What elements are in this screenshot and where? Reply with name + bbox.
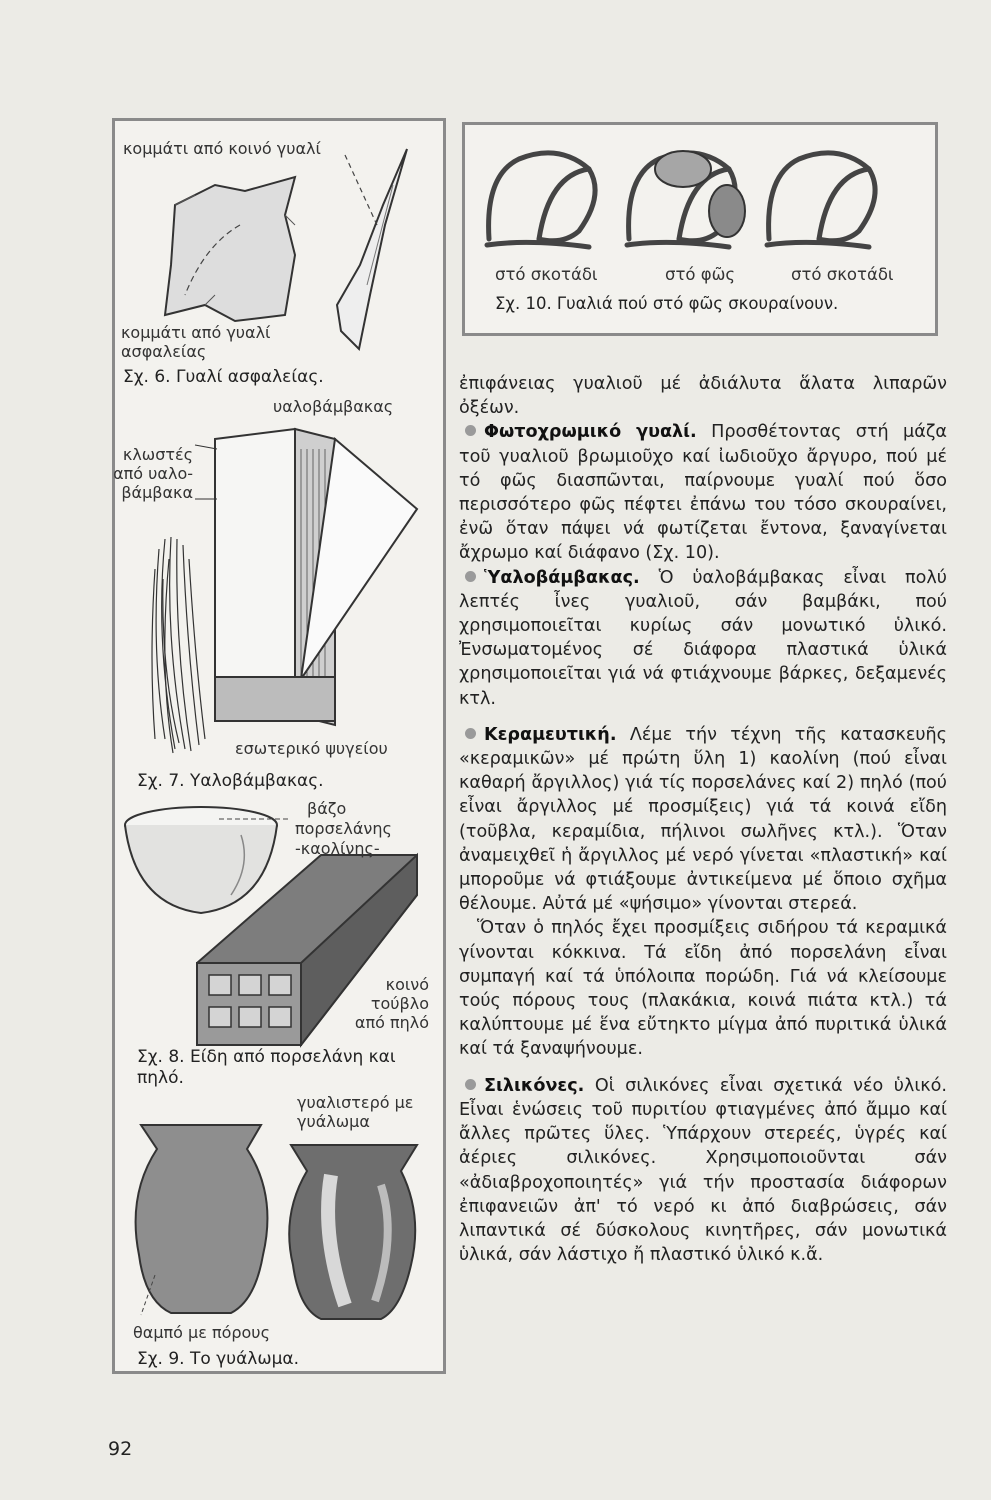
fig10-label-dark-right: στό σκοτάδι: [791, 265, 894, 284]
bullet-icon: [465, 571, 476, 582]
fig8-vase-line2: πορσελάνης: [295, 819, 392, 838]
section-heading: Ὑαλοβάμβακας.: [484, 567, 640, 588]
bullet-icon: [465, 425, 476, 436]
fig6-caption: Σχ. 6. Γυαλί ασφαλείας.: [123, 367, 324, 387]
section-photochromic: [459, 420, 947, 565]
photochromic-glasses-illustration: [479, 135, 923, 263]
fig8-brick-line2: τούβλο: [370, 994, 429, 1013]
fig10-label-light: στό φῶς: [665, 265, 736, 284]
figure-column: [112, 118, 446, 1374]
bullet-icon: [465, 728, 476, 739]
fig8-caption: Σχ. 8. Είδη από πορσελάνη και πηλό.: [137, 1047, 396, 1088]
glaze-vases-illustration: [131, 1105, 421, 1323]
section-body: Ὁ ὑαλοβάμβακας εἶναι πολύ λεπτές ἶνες γυαλιοῦ, σάν βαμβάκι, πού χρησιμοποιεῖται κυρίως σάν μονωτικό ὑλικό. Ἐνσωματομένος σέ διάφορα πλαστικά ὑλικά χρησιμοποιεῖται γιά νά φτιάχνουμε βάρκες, δεξαμενές κτλ.: [459, 567, 947, 709]
fig8-brick-line3: από πηλό: [354, 1013, 429, 1032]
section-body: Οἱ σιλικόνες εἶναι σχετικά νέο ὑλικό. Εἶναι ἑνώσεις τοῦ πυριτίου φτιαγμένες ἀπό ἄμμο καί ἄλλες πρῶτες ὕλες. Ὑπάρχουν στερεές, ὑγρές καί ἀέριες σιλικόνες. Χρησιμοποιοῦνται σάν «ἀδιαβροχοποιητές» γιά τήν προστασία διάφορων ἐπιφανειῶν ἀπ' τό νερό κι ἀπό διαβρώσεις, σάν λιπαντικά σέ δύσκολους κινητῆρες, σάν μονωτικά ὑλικά, σάν λάστιχο ἤ πλαστικό ὑλικό κ.ἄ.: [459, 1075, 947, 1266]
fig7-label-fridge: εσωτερικό ψυγείου: [235, 739, 388, 758]
intro-paragraph: ἐπιφάνειας γυαλιοῦ μέ ἀδιάλυτα ἅλατα λιπαρῶν ὀξέων.: [459, 374, 947, 419]
fig8-label-brick: [333, 975, 429, 1032]
section-ceramics: [459, 723, 947, 917]
section-silicones: [459, 1074, 947, 1268]
fig8-vase-line3: -καολίνης-: [295, 839, 380, 858]
bullet-icon: [465, 1079, 476, 1090]
section-body: Προσθέτοντας στή μάζα τοῦ γυαλιοῦ βρωμιοῦχο καί ἰωδιοῦχο ἄργυρο, πού μέ τό φῶς διασπῶνται, παίρνουμε γυαλί πού ὅσο περισσότερο φῶς πέφτει ἐπάνω του τόσο σκουραίνει, ἐνῶ ὅταν πάψει νά φωτίζεται ἔντονα, ξαναγίνεται ἄχρωμο καί διάφανο (Σχ. 10).: [459, 422, 948, 564]
section-fiberglass: [459, 566, 947, 711]
page-number: 92: [108, 1438, 133, 1460]
fig8-label-vase: [295, 799, 392, 859]
fig8-vase-line1: βάζο: [307, 799, 347, 818]
fig10-box: [462, 122, 938, 336]
section-ceramics-continuation: Ὅταν ὁ πηλός ἔχει προσμίξεις σιδήρου τά κεραμικά γίνονται κόκκινα. Τά εἴδη ἀπό πορσελάνη εἶναι συμπαγή καί τά ὑπόλοιπα πορώδη. Γιά νά κλείσουμε τούς πόρους τους (πλακάκια, κοινά πιάτα κτλ.) τά καλύπτουμε μέ ἕνα εὔτηκτο μίγμα ἀπό πυριτικά ὑλικά καί τά ξαναψήνουμε.: [459, 918, 947, 1060]
fig9-label-matte: θαμπό με πόρους: [133, 1323, 270, 1342]
section-heading: Κεραμευτική.: [484, 724, 617, 745]
section-body: Λέμε τήν τέχνη τῆς κατασκευῆς «κεραμικῶν» μέ πρώτη ὕλη 1) καολίνη (πού εἶναι καθαρή ἄργιλλος) γιά τίς πορσελάνες καί 2) πηλό (πού εἶναι ἄργιλλος μέ προσμίξεις) γιά τά κοινά εἴδη (τοῦβλα, κεραμίδια, πήλινοι σωλῆνες κτλ.). Ὅταν ἀναμειχθεῖ ἡ ἄργιλλος μέ νερό γίνεται «πλαστική» καί μποροῦμε νά φτιάξουμε ἀντικείμενα μέ ὅποιο σχῆμα θέλουμε. Αὐτά μέ «ψήσιμο» γίνονται στερεά.: [459, 724, 947, 915]
fig10-label-dark-left: στό σκοτάδι: [495, 265, 598, 284]
section-heading: Σιλικόνες.: [484, 1075, 585, 1096]
fig7-label-fibers: κλωστές από υαλο- βάμβακα: [113, 445, 193, 502]
article-body: [459, 372, 947, 1267]
fig9-label-glazed: γυαλιστερό με γυάλωμα: [297, 1093, 414, 1131]
fig7-caption: Σχ. 7. Υαλοβάμβακας.: [137, 771, 324, 791]
fig8-brick-line1: κοινό: [385, 975, 429, 994]
fig7-label-fiberglass: υαλοβάμβακας: [273, 397, 394, 416]
section-heading: Φωτοχρωμικό γυαλί.: [484, 422, 697, 443]
fig9-caption: Σχ. 9. Το γυάλωμα.: [137, 1349, 300, 1369]
fig10-caption: Σχ. 10. Γυαλιά πού στό φῶς σκουραίνουν.: [495, 294, 839, 313]
fig6-label-common-glass: κομμάτι από κοινό γυαλί: [123, 139, 321, 158]
fig6-label-safety-glass: κομμάτι από γυαλί ασφαλείας: [121, 323, 271, 361]
fiberglass-illustration: [125, 419, 425, 759]
